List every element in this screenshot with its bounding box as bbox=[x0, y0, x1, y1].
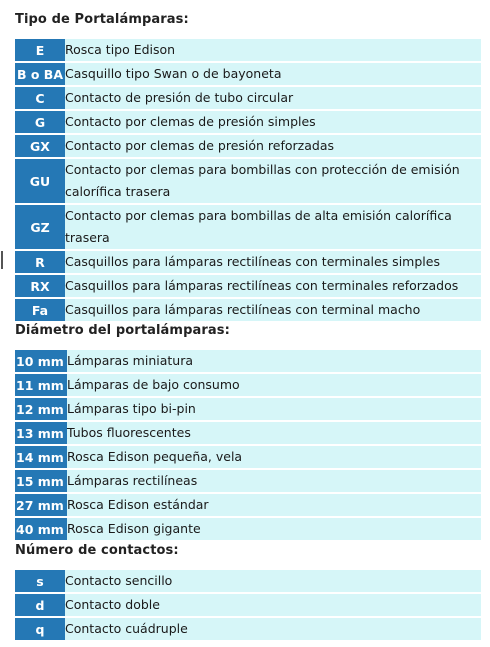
description-cell: Contacto sencillo bbox=[65, 570, 481, 592]
code-cell: Fa bbox=[15, 299, 65, 321]
code-cell: 27 mm bbox=[15, 494, 67, 516]
description-cell: Contacto por clemas de presión simples bbox=[65, 111, 481, 133]
table-row bbox=[15, 422, 481, 444]
description-cell: Lámparas rectilíneas bbox=[67, 470, 481, 492]
table-row bbox=[15, 618, 481, 640]
table-row bbox=[15, 518, 481, 540]
description-cell: Contacto de presión de tubo circular bbox=[65, 87, 481, 109]
code-cell: 13 mm bbox=[15, 422, 67, 444]
description-cell: Lámparas de bajo consumo bbox=[67, 374, 481, 396]
description-cell: Contacto por clemas de presión reforzadas bbox=[65, 135, 481, 157]
table-row bbox=[15, 63, 481, 85]
table-row bbox=[15, 398, 481, 420]
margin-marker bbox=[1, 251, 3, 269]
description-cell: Rosca tipo Edison bbox=[65, 39, 481, 61]
code-cell: E bbox=[15, 39, 65, 61]
table-row bbox=[15, 570, 481, 592]
code-cell: GZ bbox=[15, 205, 65, 249]
description-cell: Lámparas miniatura bbox=[67, 350, 481, 372]
contacts-table bbox=[15, 568, 481, 642]
description-cell: Rosca Edison pequeña, vela bbox=[67, 446, 481, 468]
table-row bbox=[15, 251, 481, 273]
description-cell: Tubos fluorescentes bbox=[67, 422, 481, 444]
code-cell: B o BA bbox=[15, 63, 65, 85]
description-cell: Casquillos para lámparas rectilíneas con terminales reforzados bbox=[65, 275, 481, 297]
diameter-table bbox=[15, 348, 481, 542]
table-row bbox=[15, 135, 481, 157]
description-cell: Contacto por clemas para bombillas con protección de emisión calorífica trasera bbox=[65, 159, 481, 203]
portalamparas-type-table bbox=[15, 37, 481, 323]
code-cell: C bbox=[15, 87, 65, 109]
table-row bbox=[15, 205, 481, 249]
code-cell: GU bbox=[15, 159, 65, 203]
section-title-diametro: Diámetro del portalámparas: bbox=[15, 323, 230, 338]
description-cell: Casquillos para lámparas rectilíneas con terminales simples bbox=[65, 251, 481, 273]
table-row bbox=[15, 594, 481, 616]
section-title-contactos: Número de contactos: bbox=[15, 543, 179, 558]
code-cell: d bbox=[15, 594, 65, 616]
description-cell: Lámparas tipo bi-pin bbox=[67, 398, 481, 420]
table-row bbox=[15, 374, 481, 396]
table-row bbox=[15, 275, 481, 297]
code-cell: 12 mm bbox=[15, 398, 67, 420]
code-cell: 14 mm bbox=[15, 446, 67, 468]
table-row bbox=[15, 159, 481, 203]
description-cell: Rosca Edison estándar bbox=[67, 494, 481, 516]
code-cell: 15 mm bbox=[15, 470, 67, 492]
table-row bbox=[15, 350, 481, 372]
table-row bbox=[15, 39, 481, 61]
code-cell: 11 mm bbox=[15, 374, 67, 396]
table-row bbox=[15, 111, 481, 133]
code-cell: 10 mm bbox=[15, 350, 67, 372]
section-title-tipo: Tipo de Portalámparas: bbox=[15, 12, 189, 27]
description-cell: Casquillo tipo Swan o de bayoneta bbox=[65, 63, 481, 85]
code-cell: R bbox=[15, 251, 65, 273]
code-cell: G bbox=[15, 111, 65, 133]
code-cell: 40 mm bbox=[15, 518, 67, 540]
description-cell: Contacto por clemas para bombillas de alta emisión calorífica trasera bbox=[65, 205, 481, 249]
description-cell: Rosca Edison gigante bbox=[67, 518, 481, 540]
code-cell: GX bbox=[15, 135, 65, 157]
description-cell: Contacto doble bbox=[65, 594, 481, 616]
table-row bbox=[15, 494, 481, 516]
table-row bbox=[15, 299, 481, 321]
description-cell: Contacto cuádruple bbox=[65, 618, 481, 640]
code-cell: q bbox=[15, 618, 65, 640]
table-row bbox=[15, 87, 481, 109]
code-cell: RX bbox=[15, 275, 65, 297]
code-cell: s bbox=[15, 570, 65, 592]
table-row bbox=[15, 446, 481, 468]
description-cell: Casquillos para lámparas rectilíneas con terminal macho bbox=[65, 299, 481, 321]
table-row bbox=[15, 470, 481, 492]
